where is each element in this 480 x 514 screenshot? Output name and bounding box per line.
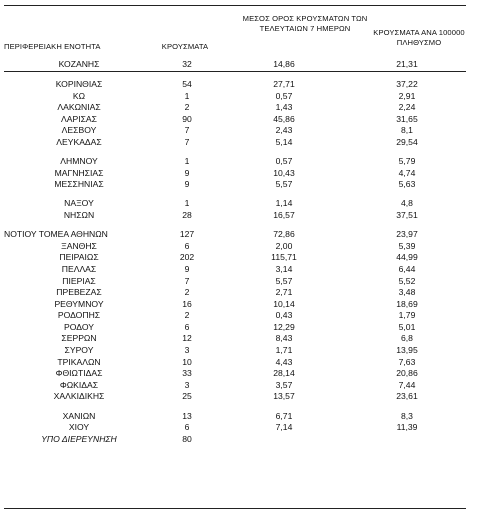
cell-cases: 6	[184, 240, 190, 251]
table-row	[4, 241, 466, 253]
cell-region: ΛΕΣΒΟΥ	[61, 125, 97, 136]
cell-cases-per-100k: 29,54	[396, 137, 418, 148]
cell-cases: 2	[184, 102, 190, 113]
cell-cases-per-100k: 23,97	[396, 229, 418, 240]
cell-region: ΡΕΘΥΜΝΟΥ	[54, 298, 104, 309]
table-row	[4, 210, 466, 222]
cell-cases-per-100k: 20,86	[396, 368, 418, 379]
cell-cases: 7	[184, 275, 190, 286]
header-cases: ΚΡΟΥΣΜΑΤΑ	[161, 42, 209, 51]
cell-region: ΞΑΝΘΗΣ	[61, 240, 97, 251]
table-row	[4, 345, 466, 357]
cell-region: ΡΟΔΟΠΗΣ	[57, 310, 101, 321]
cell-7day-average: 6,71	[275, 410, 293, 421]
spacer-cell	[4, 191, 466, 199]
table-row	[4, 287, 466, 299]
table-row	[4, 229, 466, 241]
cell-cases-per-100k: 8,3	[401, 410, 413, 421]
cell-7day-average: 0,57	[275, 90, 293, 101]
cell-region: ΝΗΣΩΝ	[63, 210, 95, 221]
table-row	[4, 380, 466, 392]
cell-cases: 6	[184, 321, 190, 332]
cell-region: ΝΟΤΙΟΥ ΤΟΜΕΑ ΑΘΗΝΩΝ	[4, 229, 108, 240]
cell-cases: 12	[182, 333, 192, 344]
cell-7day-average	[220, 434, 348, 446]
cell-cases-per-100k: 5,39	[398, 240, 416, 251]
table-row	[4, 59, 466, 71]
cell-cases: 9	[184, 179, 190, 190]
cell-region: ΧΑΝΙΩΝ	[62, 410, 96, 421]
cell-cases-per-100k: 6,44	[398, 263, 416, 274]
spacer-row	[4, 71, 466, 79]
header-region: ΠΕΡΙΦΕΡΕΙΑΚΗ ΕΝΟΤΗΤΑ	[4, 42, 101, 51]
cell-region: ΣΥΡΟΥ	[64, 345, 94, 356]
table-row	[4, 125, 466, 137]
cell-7day-average: 28,14	[273, 368, 295, 379]
cell-7day-average: 0,43	[275, 310, 293, 321]
cell-cases: 2	[184, 310, 190, 321]
cases-table-body	[4, 59, 466, 445]
cell-cases: 202	[179, 252, 195, 263]
cell-cases: 16	[182, 298, 192, 309]
cell-region: ΥΠΟ ΔΙΕΡΕΥΝΗΣΗ	[41, 433, 117, 444]
cell-cases-per-100k: 4,8	[401, 198, 413, 209]
cell-region: ΜΕΣΣΗΝΙΑΣ	[54, 179, 104, 190]
cell-cases-per-100k: 7,44	[398, 379, 416, 390]
header-cases-per-100k: ΚΡΟΥΣΜΑΤΑ ΑΝΑ 100000 ΠΛΗΘΥΣΜΟ	[373, 28, 465, 47]
cell-7day-average: 1,71	[275, 345, 293, 356]
cell-cases: 33	[182, 368, 192, 379]
cell-cases: 1	[184, 156, 190, 167]
cell-7day-average: 3,57	[275, 379, 293, 390]
cell-region: ΜΑΓΝΗΣΙΑΣ	[54, 167, 104, 178]
cell-cases-per-100k: 5,01	[398, 321, 416, 332]
table-row	[4, 299, 466, 311]
table-row	[4, 168, 466, 180]
cell-cases: 127	[179, 229, 195, 240]
cell-7day-average: 12,29	[273, 321, 295, 332]
cell-7day-average: 10,43	[273, 167, 295, 178]
cell-region: ΛΑΡΙΣΑΣ	[61, 113, 97, 124]
cell-cases-per-100k: 21,31	[348, 59, 466, 71]
cell-cases: 3	[184, 345, 190, 356]
table-row	[4, 137, 466, 149]
table-row	[4, 368, 466, 380]
cell-cases-per-100k: 18,69	[396, 298, 418, 309]
cell-cases: 1	[184, 198, 190, 209]
cell-cases: 7	[184, 125, 190, 136]
cell-cases: 54	[182, 79, 192, 90]
cell-cases-per-100k: 37,51	[396, 210, 418, 221]
table-row	[4, 411, 466, 423]
cell-region: ΠΙΕΡΙΑΣ	[62, 275, 96, 286]
table-row	[4, 79, 466, 91]
cell-cases: 28	[182, 210, 192, 221]
cell-cases: 1	[184, 90, 190, 101]
cell-region: ΝΑΞΟΥ	[64, 198, 94, 209]
cell-7day-average: 1,43	[275, 102, 293, 113]
table-row	[4, 276, 466, 288]
table-row	[4, 156, 466, 168]
cell-cases-per-100k: 5,79	[398, 156, 416, 167]
cell-7day-average: 7,14	[275, 422, 293, 433]
cell-7day-average: 10,14	[273, 298, 295, 309]
cell-cases-per-100k: 3,48	[398, 287, 416, 298]
cell-region: ΛΕΥΚΑΔΑΣ	[56, 137, 102, 148]
table-row	[4, 91, 466, 103]
cell-7day-average: 72,86	[273, 229, 295, 240]
cell-7day-average: 4,43	[275, 356, 293, 367]
cell-cases: 25	[182, 391, 192, 402]
cell-7day-average: 2,71	[275, 287, 293, 298]
table-row	[4, 391, 466, 403]
cell-7day-average: 13,57	[273, 391, 295, 402]
cell-region: ΠΕΙΡΑΙΩΣ	[59, 252, 99, 263]
cell-region: ΛΗΜΝΟΥ	[60, 156, 98, 167]
cell-cases-per-100k: 7,63	[398, 356, 416, 367]
table-row	[4, 264, 466, 276]
cell-region: ΦΘΙΩΤΙΔΑΣ	[55, 368, 103, 379]
cell-cases-per-100k: 2,91	[398, 90, 416, 101]
table-row	[4, 434, 466, 446]
top-rule	[4, 5, 466, 6]
cell-cases: 10	[182, 356, 192, 367]
cell-7day-average: 16,57	[273, 210, 295, 221]
cell-cases-per-100k: 5,63	[398, 179, 416, 190]
cell-7day-average: 115,71	[271, 252, 297, 263]
cell-region: ΧΑΛΚΙΔΙΚΗΣ	[53, 391, 105, 402]
cell-region: ΚΩ	[72, 90, 86, 101]
cell-region: ΚΟΡΙΝΘΙΑΣ	[55, 79, 103, 90]
cell-region: ΡΟΔΟΥ	[64, 321, 94, 332]
cell-cases: 13	[182, 410, 192, 421]
cell-7day-average: 0,57	[275, 156, 293, 167]
cell-cases: 6	[184, 422, 190, 433]
table-row	[4, 252, 466, 264]
cell-7day-average: 45,86	[273, 113, 295, 124]
cell-region: ΣΕΡΡΩΝ	[61, 333, 97, 344]
cell-region: ΠΕΛΛΑΣ	[61, 263, 97, 274]
bottom-rule	[4, 508, 466, 509]
spacer-cell	[4, 403, 466, 411]
cell-7day-average: 5,14	[275, 137, 293, 148]
table-row	[4, 333, 466, 345]
cell-region: ΧΙΟΥ	[68, 422, 90, 433]
table-row	[4, 198, 466, 210]
cell-region: ΚΟΖΑΝΗΣ	[4, 59, 154, 71]
cases-table	[4, 59, 466, 445]
cell-cases: 90	[182, 113, 192, 124]
cell-region: ΛΑΚΩΝΙΑΣ	[57, 102, 101, 113]
table-row	[4, 310, 466, 322]
spacer-row	[4, 403, 466, 411]
cell-7day-average: 5,57	[275, 179, 293, 190]
spacer-row	[4, 222, 466, 230]
cell-cases: 3	[184, 379, 190, 390]
table-row	[4, 114, 466, 126]
spacer-row	[4, 191, 466, 199]
cell-7day-average: 5,57	[275, 275, 293, 286]
cell-cases: 2	[184, 287, 190, 298]
table-row	[4, 179, 466, 191]
cell-7day-average: 2,43	[275, 125, 293, 136]
cell-cases-per-100k: 11,39	[396, 422, 418, 433]
cell-cases-per-100k: 1,79	[398, 310, 416, 321]
cell-7day-average: 27,71	[273, 79, 295, 90]
cell-7day-average: 14,86	[220, 59, 348, 71]
cell-cases: 7	[184, 137, 190, 148]
cell-cases: 9	[184, 167, 190, 178]
spacer-cell	[4, 149, 466, 157]
header-7day-average: ΜΕΣΟΣ ΟΡΟΣ ΚΡΟΥΣΜΑΤΩΝ ΤΩΝ ΤΕΛΕΥΤΑΙΩΝ 7 ΗΜΕΡΩΝ	[242, 14, 368, 33]
table-row	[4, 422, 466, 434]
cell-cases-per-100k: 6,8	[401, 333, 413, 344]
cell-cases-per-100k: 5,52	[398, 275, 416, 286]
cell-cases-per-100k: 31,65	[396, 113, 418, 124]
cell-cases-per-100k: 4,74	[398, 167, 416, 178]
cell-region: ΦΩΚΙΔΑΣ	[59, 379, 99, 390]
cell-7day-average: 3,14	[275, 263, 293, 274]
table-row	[4, 102, 466, 114]
table-row	[4, 357, 466, 369]
spacer-row	[4, 149, 466, 157]
cell-cases: 80	[182, 433, 192, 444]
cell-7day-average: 1,14	[275, 198, 293, 209]
cell-cases-per-100k: 8,1	[401, 125, 413, 136]
cell-cases-per-100k	[348, 434, 466, 446]
cell-cases-per-100k: 37,22	[396, 79, 418, 90]
cell-region: ΠΡΕΒΕΖΑΣ	[56, 287, 102, 298]
cell-cases-per-100k: 44,99	[396, 252, 418, 263]
cell-cases-per-100k: 13,95	[396, 345, 418, 356]
cell-cases: 32	[154, 59, 220, 71]
spacer-cell	[4, 71, 466, 79]
cell-cases-per-100k: 2,24	[398, 102, 416, 113]
spacer-cell	[4, 222, 466, 230]
cell-7day-average: 2,00	[275, 240, 293, 251]
cell-cases: 9	[184, 263, 190, 274]
table-row	[4, 322, 466, 334]
cell-7day-average: 8,43	[275, 333, 293, 344]
cell-cases-per-100k: 23,61	[396, 391, 418, 402]
cell-region: ΤΡΙΚΑΛΩΝ	[57, 356, 101, 367]
